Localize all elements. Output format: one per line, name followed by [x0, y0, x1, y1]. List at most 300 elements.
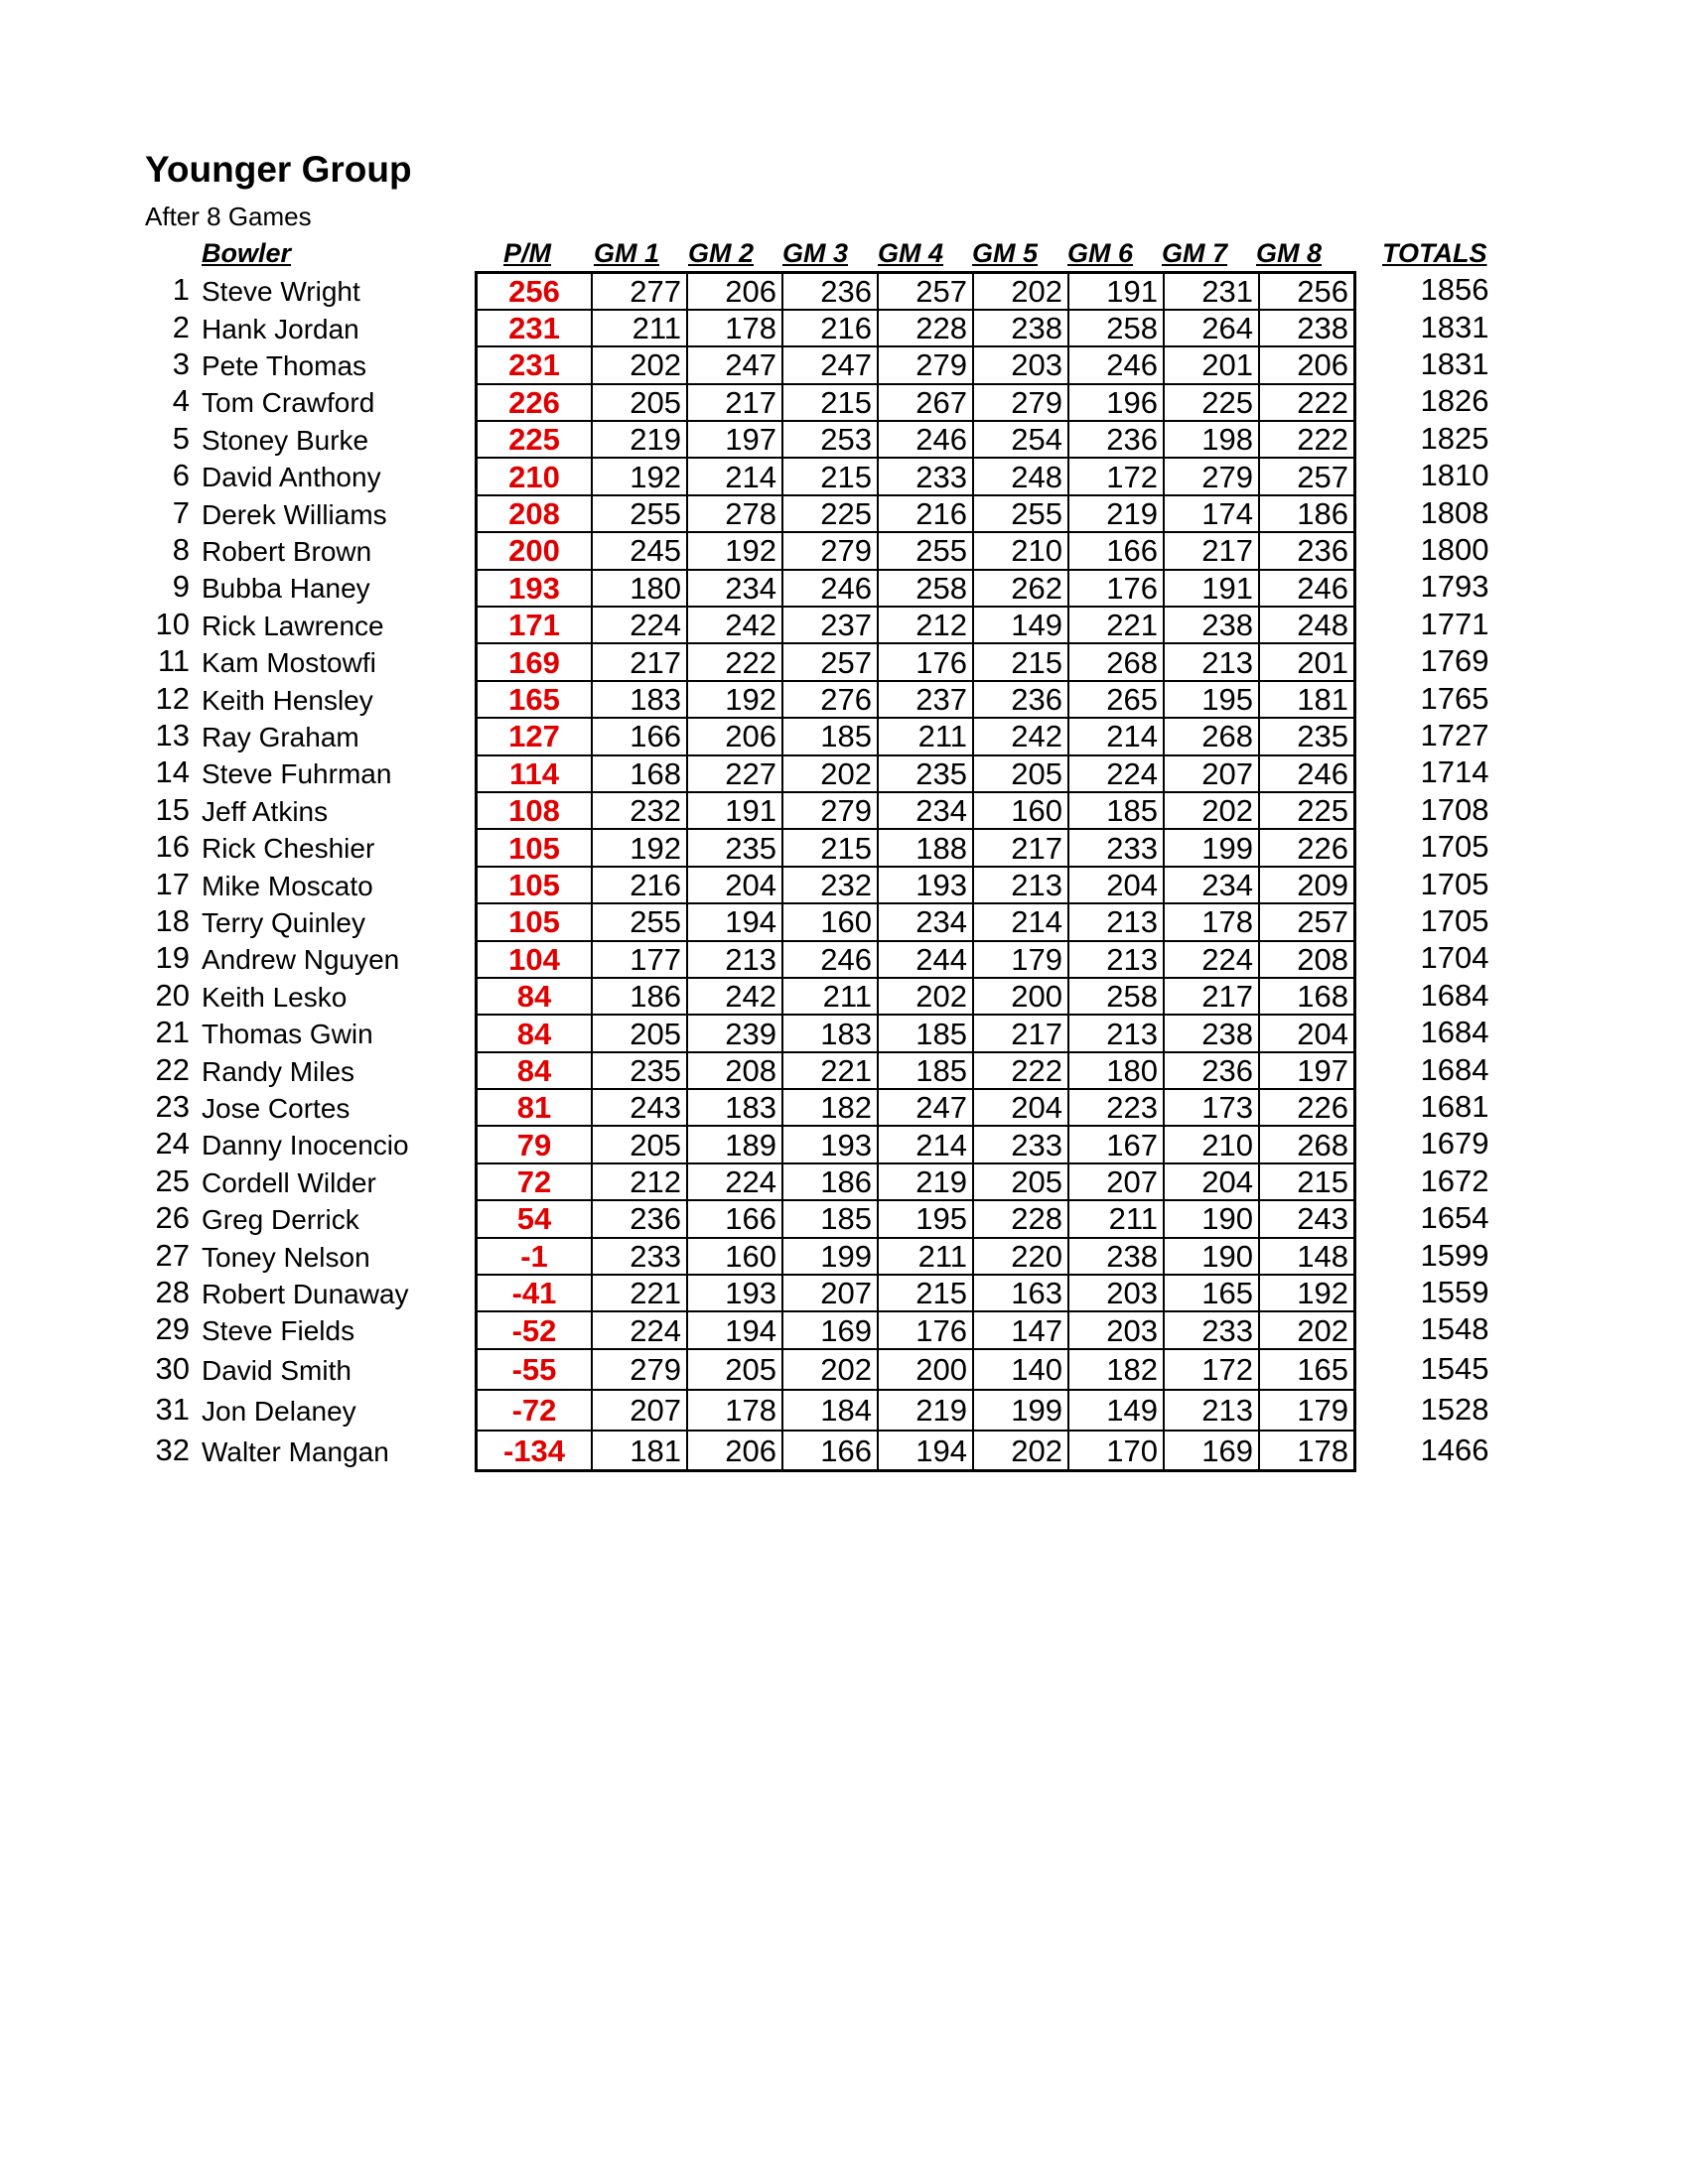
bowler-name: Bubba Haney	[202, 573, 370, 605]
game-score-cell: 245	[592, 532, 687, 569]
game-score-cell: 176	[878, 643, 973, 680]
total-score: 1705	[1420, 829, 1489, 865]
table-row	[477, 607, 1355, 643]
total-score: 1831	[1420, 309, 1489, 344]
game-score-cell: 199	[973, 1390, 1068, 1431]
game-score-cell: 185	[1068, 792, 1164, 829]
game-score-cell: 189	[687, 1126, 782, 1162]
game-score-cell: 192	[592, 829, 687, 866]
total-score: 1684	[1420, 1015, 1489, 1050]
game-score-cell: 192	[592, 458, 687, 494]
bowler-name: Ray Graham	[202, 722, 359, 752]
table-row	[477, 421, 1355, 458]
game-score-cell: 265	[1068, 681, 1164, 718]
total-score: 1705	[1420, 903, 1489, 938]
bowler-name: Robert Brown	[202, 536, 372, 567]
bowler-name: Kam Mostowfi	[202, 647, 376, 679]
bowler-name: Cordell Wilder	[202, 1166, 376, 1198]
bowler-name: Jeff Atkins	[202, 795, 329, 827]
table-row	[477, 1390, 1355, 1431]
game-score-cell: 206	[1259, 346, 1355, 383]
header-gm5: GM 5	[972, 238, 1039, 268]
game-score-cell: 224	[1068, 755, 1164, 792]
rank-number: 15	[155, 791, 190, 827]
game-score-cell: 257	[878, 273, 973, 310]
game-score-cell: 195	[1164, 681, 1259, 718]
game-score-cell: 213	[973, 867, 1068, 903]
game-score-cell: 212	[878, 607, 973, 643]
rank-number: 29	[155, 1311, 190, 1347]
game-score-cell: 224	[592, 1311, 687, 1348]
rank-number: 23	[155, 1089, 190, 1124]
game-score-cell: 196	[1068, 384, 1164, 421]
bowler-name: Steve Fields	[202, 1315, 355, 1347]
table-row	[477, 1015, 1355, 1051]
rank-number: 21	[155, 1015, 190, 1050]
rank-number: 2	[172, 309, 190, 344]
game-score-cell: 179	[973, 941, 1068, 978]
pm-cell: 81	[477, 1089, 593, 1126]
game-score-cell: 202	[878, 978, 973, 1015]
game-score-cell: 242	[687, 978, 782, 1015]
game-score-cell: 205	[973, 1163, 1068, 1200]
game-score-cell: 216	[878, 495, 973, 532]
bowler-name: Greg Derrick	[202, 1204, 359, 1236]
game-score-cell: 202	[592, 346, 687, 383]
game-score-cell: 166	[782, 1431, 878, 1471]
header-gm4: GM 4	[878, 238, 944, 268]
game-score-cell: 188	[878, 829, 973, 866]
pm-cell: 256	[477, 273, 593, 310]
game-score-cell: 195	[878, 1200, 973, 1237]
table-row	[477, 495, 1355, 532]
game-score-cell: 148	[1259, 1238, 1355, 1275]
game-score-cell: 210	[973, 532, 1068, 569]
rank-number: 14	[155, 754, 190, 790]
game-score-cell: 192	[687, 681, 782, 718]
game-score-cell: 217	[687, 384, 782, 421]
game-score-cell: 208	[687, 1052, 782, 1089]
game-score-cell: 221	[1068, 607, 1164, 643]
game-score-cell: 228	[973, 1200, 1068, 1237]
bowler-name: Rick Cheshier	[202, 833, 375, 865]
bowler-name: Walter Mangan	[202, 1435, 389, 1467]
game-score-cell: 183	[592, 681, 687, 718]
rank-number: 30	[155, 1350, 190, 1386]
table-row	[477, 273, 1355, 310]
game-score-cell: 234	[687, 570, 782, 607]
game-score-cell: 199	[1164, 829, 1259, 866]
total-score: 1548	[1420, 1311, 1489, 1347]
rank-number: 16	[155, 829, 190, 865]
rank-number: 1	[172, 272, 190, 308]
table-row	[477, 1349, 1355, 1390]
total-score: 1672	[1420, 1162, 1489, 1198]
game-score-cell: 248	[1259, 607, 1355, 643]
game-score-cell: 217	[1164, 978, 1259, 1015]
game-score-cell: 183	[782, 1015, 878, 1051]
game-score-cell: 194	[687, 1311, 782, 1348]
pm-cell: 231	[477, 310, 593, 346]
game-score-cell: 217	[973, 829, 1068, 866]
game-score-cell: 276	[782, 681, 878, 718]
total-score: 1771	[1420, 606, 1489, 641]
game-score-cell: 257	[782, 643, 878, 680]
rank-number: 6	[172, 458, 190, 493]
game-score-cell: 183	[687, 1089, 782, 1126]
game-score-cell: 268	[1164, 718, 1259, 754]
rank-number: 18	[155, 903, 190, 938]
table-row	[477, 532, 1355, 569]
game-score-cell: 181	[1259, 681, 1355, 718]
game-score-cell: 169	[782, 1311, 878, 1348]
game-score-cell: 255	[592, 495, 687, 532]
bowler-name: David Smith	[202, 1354, 352, 1386]
game-score-cell: 179	[1259, 1390, 1355, 1431]
game-score-cell: 206	[687, 1431, 782, 1471]
total-score: 1831	[1420, 346, 1489, 381]
game-score-cell: 246	[1068, 346, 1164, 383]
total-score: 1599	[1420, 1237, 1489, 1273]
table-row	[477, 978, 1355, 1015]
game-score-cell: 235	[687, 829, 782, 866]
game-score-cell: 238	[1164, 1015, 1259, 1051]
game-score-cell: 233	[878, 458, 973, 494]
game-score-cell: 200	[878, 1349, 973, 1390]
total-score: 1727	[1420, 718, 1489, 752]
bowler-name: Andrew Nguyen	[202, 944, 400, 976]
game-score-cell: 216	[592, 867, 687, 903]
total-score: 1684	[1420, 1051, 1489, 1087]
game-score-cell: 169	[1164, 1431, 1259, 1471]
pm-cell: 105	[477, 903, 593, 940]
game-score-cell: 236	[1164, 1052, 1259, 1089]
game-score-cell: 221	[782, 1052, 878, 1089]
pm-cell: 226	[477, 384, 593, 421]
pm-cell: 127	[477, 718, 593, 754]
total-score: 1793	[1420, 569, 1489, 605]
game-score-cell: 236	[1068, 421, 1164, 458]
total-score: 1681	[1420, 1089, 1489, 1124]
game-score-cell: 215	[782, 384, 878, 421]
game-score-cell: 213	[1068, 903, 1164, 940]
game-score-cell: 185	[878, 1052, 973, 1089]
game-score-cell: 170	[1068, 1431, 1164, 1471]
rank-number: 17	[155, 866, 190, 901]
game-score-cell: 192	[687, 532, 782, 569]
scores-table	[475, 271, 1356, 1472]
game-score-cell: 214	[1068, 718, 1164, 754]
table-row	[477, 1052, 1355, 1089]
game-score-cell: 219	[878, 1390, 973, 1431]
pm-cell: 225	[477, 421, 593, 458]
game-score-cell: 235	[878, 755, 973, 792]
game-score-cell: 222	[687, 643, 782, 680]
game-score-cell: 219	[592, 421, 687, 458]
game-score-cell: 255	[878, 532, 973, 569]
game-score-cell: 205	[687, 1349, 782, 1390]
pm-cell: 210	[477, 458, 593, 494]
game-score-cell: 180	[1068, 1052, 1164, 1089]
game-score-cell: 204	[1259, 1015, 1355, 1051]
game-score-cell: 211	[878, 1238, 973, 1275]
pm-cell: -72	[477, 1390, 593, 1431]
game-score-cell: 205	[592, 1015, 687, 1051]
game-score-cell: 262	[973, 570, 1068, 607]
game-score-cell: 165	[1164, 1275, 1259, 1311]
bowler-name: Derek Williams	[202, 498, 387, 530]
game-score-cell: 186	[782, 1163, 878, 1200]
game-score-cell: 226	[1259, 829, 1355, 866]
bowler-name: David Anthony	[202, 462, 381, 493]
game-score-cell: 210	[1164, 1126, 1259, 1162]
pm-cell: 79	[477, 1126, 593, 1162]
table-row	[477, 1089, 1355, 1126]
game-score-cell: 185	[782, 1200, 878, 1237]
game-score-cell: 140	[973, 1349, 1068, 1390]
game-score-cell: 213	[1068, 941, 1164, 978]
game-score-cell: 204	[687, 867, 782, 903]
bowler-name: Jon Delaney	[202, 1395, 356, 1427]
game-score-cell: 246	[782, 570, 878, 607]
pm-cell: 54	[477, 1200, 593, 1237]
game-score-cell: 165	[1259, 1349, 1355, 1390]
game-score-cell: 190	[1164, 1200, 1259, 1237]
rank-number: 4	[172, 383, 190, 419]
game-score-cell: 268	[1068, 643, 1164, 680]
pm-cell: -52	[477, 1311, 593, 1348]
table-row	[477, 384, 1355, 421]
game-score-cell: 234	[878, 792, 973, 829]
game-score-cell: 163	[973, 1275, 1068, 1311]
game-score-cell: 233	[1164, 1311, 1259, 1348]
game-score-cell: 199	[782, 1238, 878, 1275]
game-score-cell: 237	[782, 607, 878, 643]
game-score-cell: 147	[973, 1311, 1068, 1348]
game-score-cell: 181	[592, 1431, 687, 1471]
game-score-cell: 214	[878, 1126, 973, 1162]
game-score-cell: 228	[878, 310, 973, 346]
table-row	[477, 458, 1355, 494]
game-score-cell: 191	[1068, 273, 1164, 310]
game-score-cell: 247	[687, 346, 782, 383]
game-score-cell: 216	[782, 310, 878, 346]
game-score-cell: 242	[687, 607, 782, 643]
game-score-cell: 238	[973, 310, 1068, 346]
pm-cell: 169	[477, 643, 593, 680]
rank-number: 10	[155, 606, 190, 641]
game-score-cell: 219	[1068, 495, 1164, 532]
total-score: 1528	[1420, 1391, 1489, 1427]
pm-cell: 165	[477, 681, 593, 718]
bowler-name: Mike Moscato	[202, 870, 373, 901]
game-score-cell: 193	[878, 867, 973, 903]
game-score-cell: 234	[1164, 867, 1259, 903]
header-gm1: GM 1	[594, 238, 660, 268]
total-score: 1825	[1420, 420, 1489, 456]
table-row	[477, 1311, 1355, 1348]
game-score-cell: 205	[592, 1126, 687, 1162]
game-score-cell: 235	[1259, 718, 1355, 754]
rank-number: 9	[172, 569, 190, 605]
rank-number: 22	[155, 1051, 190, 1087]
table-row	[477, 1126, 1355, 1162]
game-score-cell: 243	[1259, 1200, 1355, 1237]
game-score-cell: 255	[592, 903, 687, 940]
pm-cell: 171	[477, 607, 593, 643]
game-score-cell: 193	[782, 1126, 878, 1162]
bowler-name: Thomas Gwin	[202, 1019, 373, 1050]
game-score-cell: 213	[1164, 1390, 1259, 1431]
game-score-cell: 237	[878, 681, 973, 718]
game-score-cell: 178	[687, 1390, 782, 1431]
rank-number: 19	[155, 940, 190, 976]
game-score-cell: 192	[1259, 1275, 1355, 1311]
table-row	[477, 941, 1355, 978]
bowler-name: Hank Jordan	[202, 313, 359, 344]
game-score-cell: 206	[687, 273, 782, 310]
table-row	[477, 346, 1355, 383]
game-score-cell: 212	[592, 1163, 687, 1200]
game-score-cell: 279	[973, 384, 1068, 421]
pm-cell: 231	[477, 346, 593, 383]
header-gm8: GM 8	[1256, 238, 1323, 268]
game-score-cell: 279	[878, 346, 973, 383]
game-score-cell: 204	[1068, 867, 1164, 903]
game-score-cell: 203	[973, 346, 1068, 383]
rank-number: 3	[172, 346, 190, 381]
total-score: 1810	[1420, 458, 1489, 493]
total-score: 1684	[1420, 977, 1489, 1013]
game-score-cell: 258	[1068, 310, 1164, 346]
game-score-cell: 190	[1164, 1238, 1259, 1275]
bowler-name: Toney Nelson	[202, 1241, 370, 1273]
bowler-name: Randy Miles	[202, 1055, 355, 1087]
pm-cell: 72	[477, 1163, 593, 1200]
game-score-cell: 211	[782, 978, 878, 1015]
game-score-cell: 246	[878, 421, 973, 458]
game-score-cell: 254	[973, 421, 1068, 458]
game-score-cell: 214	[973, 903, 1068, 940]
game-score-cell: 233	[973, 1126, 1068, 1162]
table-row	[477, 718, 1355, 754]
rank-number: 32	[155, 1432, 190, 1467]
game-score-cell: 197	[687, 421, 782, 458]
game-score-cell: 215	[973, 643, 1068, 680]
game-score-cell: 257	[1259, 903, 1355, 940]
game-score-cell: 279	[782, 792, 878, 829]
game-score-cell: 239	[687, 1015, 782, 1051]
game-score-cell: 225	[782, 495, 878, 532]
game-score-cell: 174	[1164, 495, 1259, 532]
game-score-cell: 204	[973, 1089, 1068, 1126]
game-score-cell: 257	[1259, 458, 1355, 494]
game-score-cell: 194	[878, 1431, 973, 1471]
bowler-name: Stoney Burke	[202, 424, 369, 456]
game-score-cell: 223	[1068, 1089, 1164, 1126]
game-score-cell: 208	[1259, 941, 1355, 978]
bowler-name: Danny Inocencio	[202, 1130, 409, 1161]
rank-number: 24	[155, 1126, 190, 1161]
game-score-cell: 224	[687, 1163, 782, 1200]
pm-cell: 104	[477, 941, 593, 978]
game-score-cell: 207	[1068, 1163, 1164, 1200]
game-score-cell: 211	[878, 718, 973, 754]
header-bowler: Bowler	[202, 238, 292, 268]
game-score-cell: 182	[782, 1089, 878, 1126]
rank-number: 27	[155, 1237, 190, 1273]
total-score: 1765	[1420, 680, 1489, 716]
game-score-cell: 244	[878, 941, 973, 978]
game-score-cell: 217	[973, 1015, 1068, 1051]
game-score-cell: 215	[878, 1275, 973, 1311]
game-score-cell: 173	[1164, 1089, 1259, 1126]
bowler-name: Rick Lawrence	[202, 610, 384, 641]
table-row	[477, 681, 1355, 718]
rank-number: 12	[155, 680, 190, 716]
total-score: 1808	[1420, 494, 1489, 530]
game-score-cell: 149	[973, 607, 1068, 643]
game-score-cell: 225	[1259, 792, 1355, 829]
total-score: 1559	[1420, 1275, 1489, 1309]
table-row	[477, 792, 1355, 829]
game-score-cell: 222	[1259, 384, 1355, 421]
game-score-cell: 178	[1164, 903, 1259, 940]
game-score-cell: 232	[782, 867, 878, 903]
game-score-cell: 191	[1164, 570, 1259, 607]
game-score-cell: 168	[1259, 978, 1355, 1015]
game-score-cell: 227	[687, 755, 782, 792]
table-row	[477, 903, 1355, 940]
game-score-cell: 207	[782, 1275, 878, 1311]
game-score-cell: 166	[687, 1200, 782, 1237]
pm-cell: 200	[477, 532, 593, 569]
bowler-name: Keith Lesko	[202, 981, 348, 1013]
game-score-cell: 172	[1068, 458, 1164, 494]
game-score-cell: 176	[1068, 570, 1164, 607]
header-gm7: GM 7	[1162, 238, 1228, 268]
game-score-cell: 279	[1164, 458, 1259, 494]
game-score-cell: 177	[592, 941, 687, 978]
pm-cell: 108	[477, 792, 593, 829]
game-score-cell: 201	[1164, 346, 1259, 383]
game-score-cell: 253	[782, 421, 878, 458]
game-score-cell: 209	[1259, 867, 1355, 903]
bowler-name: Terry Quinley	[202, 907, 365, 938]
rank-number: 31	[155, 1391, 190, 1427]
game-score-cell: 235	[592, 1052, 687, 1089]
game-score-cell: 214	[687, 458, 782, 494]
game-score-cell: 236	[592, 1200, 687, 1237]
table-row	[477, 867, 1355, 903]
table-row	[477, 643, 1355, 680]
game-score-cell: 168	[592, 755, 687, 792]
rank-number: 25	[155, 1162, 190, 1198]
game-score-cell: 215	[782, 829, 878, 866]
total-score: 1466	[1420, 1432, 1489, 1467]
game-score-cell: 213	[1068, 1015, 1164, 1051]
game-score-cell: 205	[592, 384, 687, 421]
game-score-cell: 246	[1259, 755, 1355, 792]
game-score-cell: 215	[1259, 1163, 1355, 1200]
game-score-cell: 279	[782, 532, 878, 569]
bowler-name: Steve Wright	[202, 276, 360, 308]
total-score: 1800	[1420, 532, 1489, 567]
game-score-cell: 277	[592, 273, 687, 310]
game-score-cell: 217	[1164, 532, 1259, 569]
game-score-cell: 215	[782, 458, 878, 494]
rank-number: 28	[155, 1275, 190, 1309]
